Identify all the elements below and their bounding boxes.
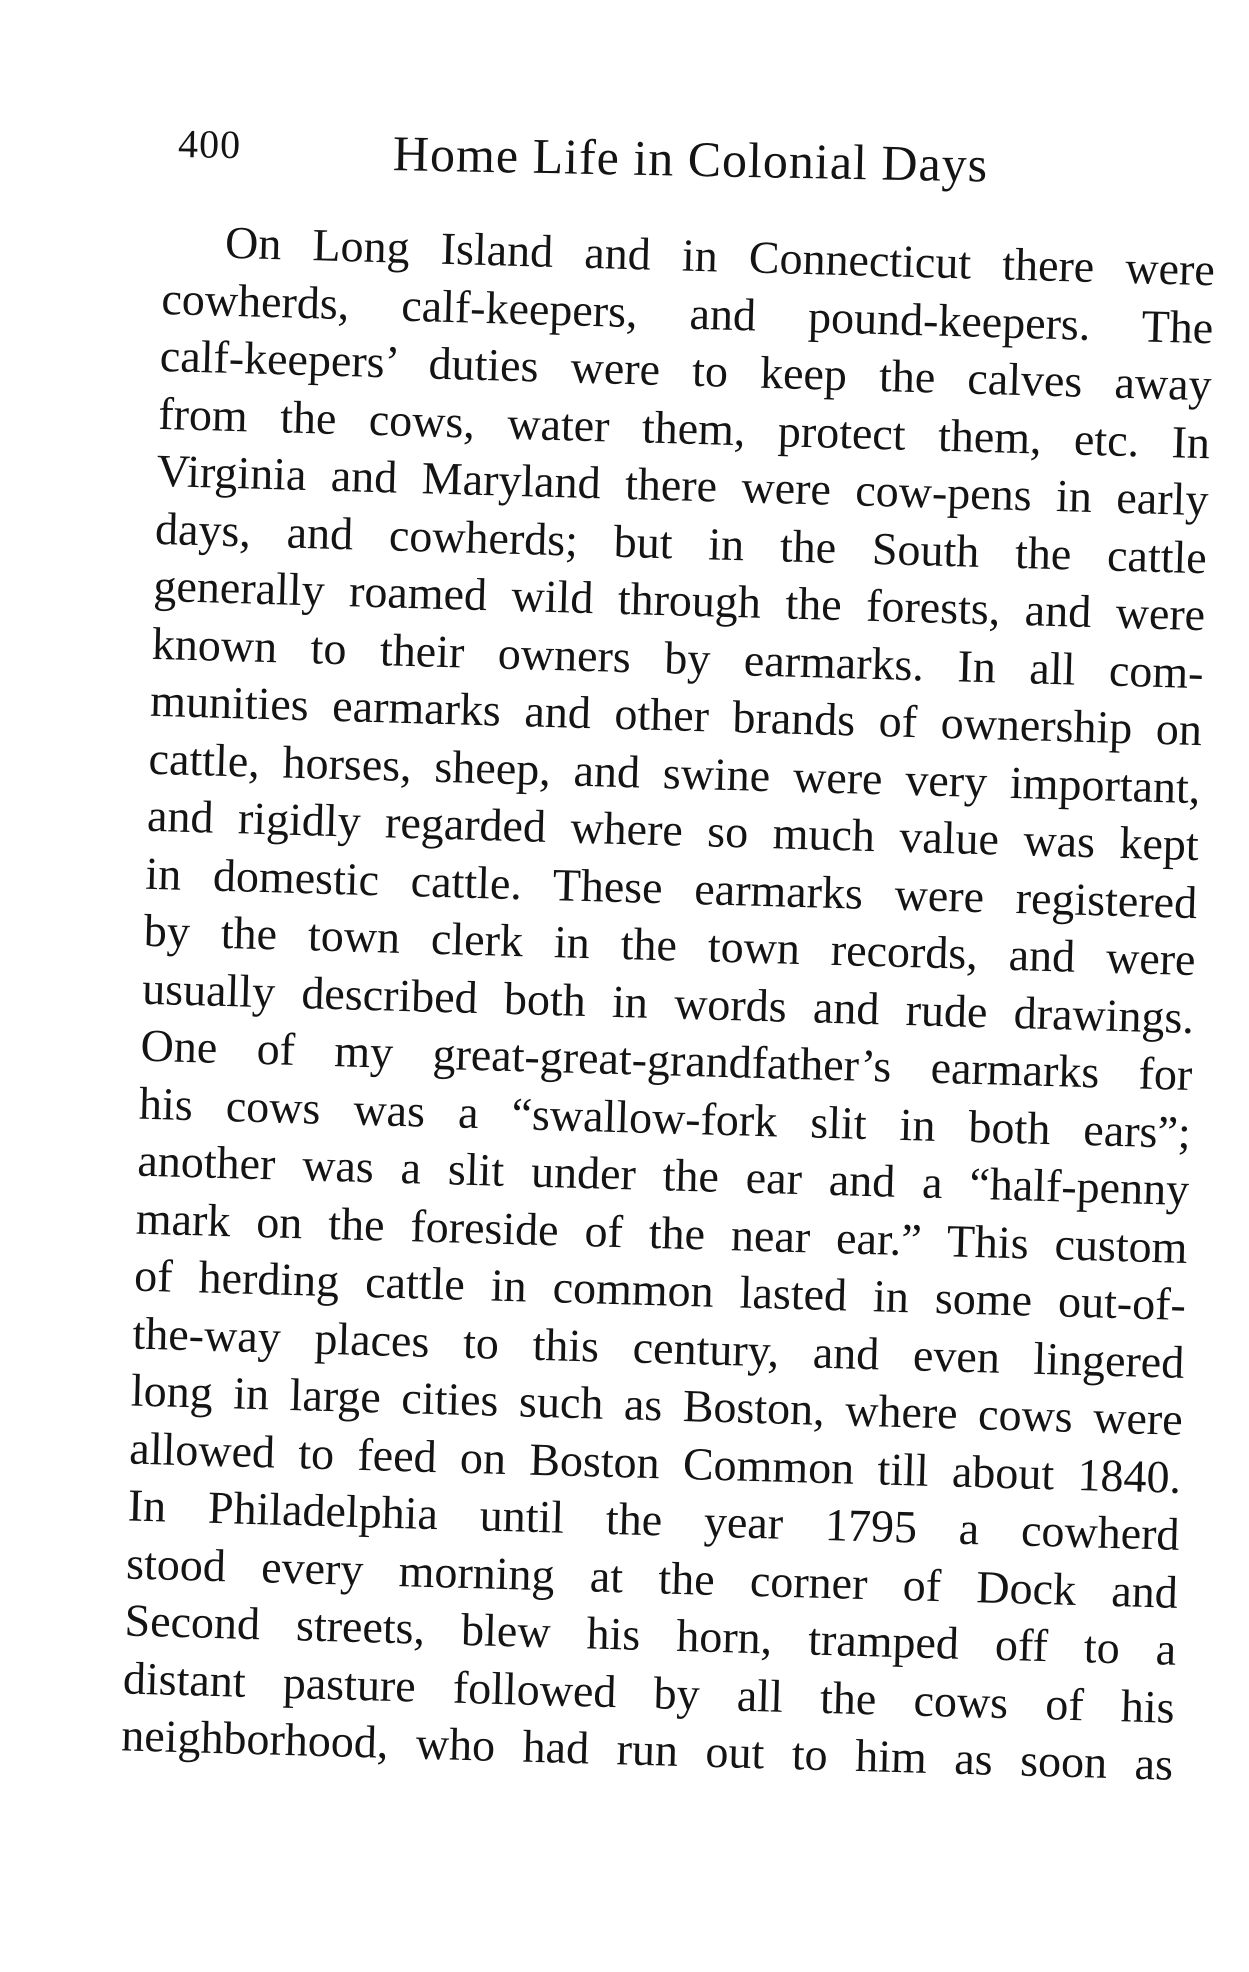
text-line: and rigidly regarded where so much value was kept <box>146 789 1200 871</box>
text-line: In Philadelphia until the year 1795 a cowherd <box>127 1479 1181 1560</box>
text-line: of herding cattle in common lasted in some out-of- <box>133 1249 1187 1330</box>
running-title: Home Life in Colonial Days <box>392 125 989 193</box>
text-line: munities earmarks and other brands of ownership on <box>149 674 1203 756</box>
text-line: allowed to feed on Boston Common till about 1840. <box>128 1422 1182 1503</box>
text-line: from the cows, water them, protect them, etc. In <box>157 387 1211 468</box>
text-line: generally roamed wild through the forests, and were <box>152 559 1206 641</box>
text-line: neighborhood, who had run out to him as soon as <box>120 1709 1174 1790</box>
text-line: distant pasture followed by all the cows of his <box>122 1651 1176 1733</box>
page-number: 400 <box>177 121 242 168</box>
text-line: One of my great-great-grandfather’s earmarks for <box>140 1019 1194 1101</box>
page-header <box>177 120 1058 197</box>
text-line: usually described both in words and rude drawings. <box>141 962 1195 1043</box>
text-line: calf-keepers’ duties were to keep the calves away <box>159 329 1213 411</box>
text-line: by the town clerk in the town records, and were <box>143 904 1197 986</box>
text-line: his cows was a “swallow-fork slit in both ears”; <box>138 1077 1192 1158</box>
text-line: stood every morning at the corner of Dock and <box>125 1536 1179 1618</box>
text-line: days, and cowherds; but in the South the cattle <box>154 502 1208 583</box>
text-line: cowherds, calf-keepers, and pound-keepers. The <box>160 272 1214 353</box>
text-line: Virginia and Maryland there were cow-pens in early <box>156 444 1210 526</box>
text-line: cattle, horses, sheep, and swine were very important, <box>148 732 1202 813</box>
text-line: long in large cities such as Boston, where cows were <box>130 1364 1184 1445</box>
text-line: mark on the foreside of the near ear.” This custom <box>135 1192 1189 1273</box>
text-line: On Long Island and in Connecticut there were <box>224 216 1216 296</box>
text-line: Second streets, blew his horn, tramped off to a <box>123 1594 1177 1675</box>
text-line: the-way places to this century, and even lingered <box>131 1307 1186 1388</box>
text-line: another was a slit under the ear and a “half-penny <box>136 1134 1190 1215</box>
body-paragraph <box>121 212 1216 1793</box>
text-line: in domestic cattle. These earmarks were registered <box>144 847 1198 928</box>
text-line: known to their owners by earmarks. In all com- <box>151 617 1205 698</box>
